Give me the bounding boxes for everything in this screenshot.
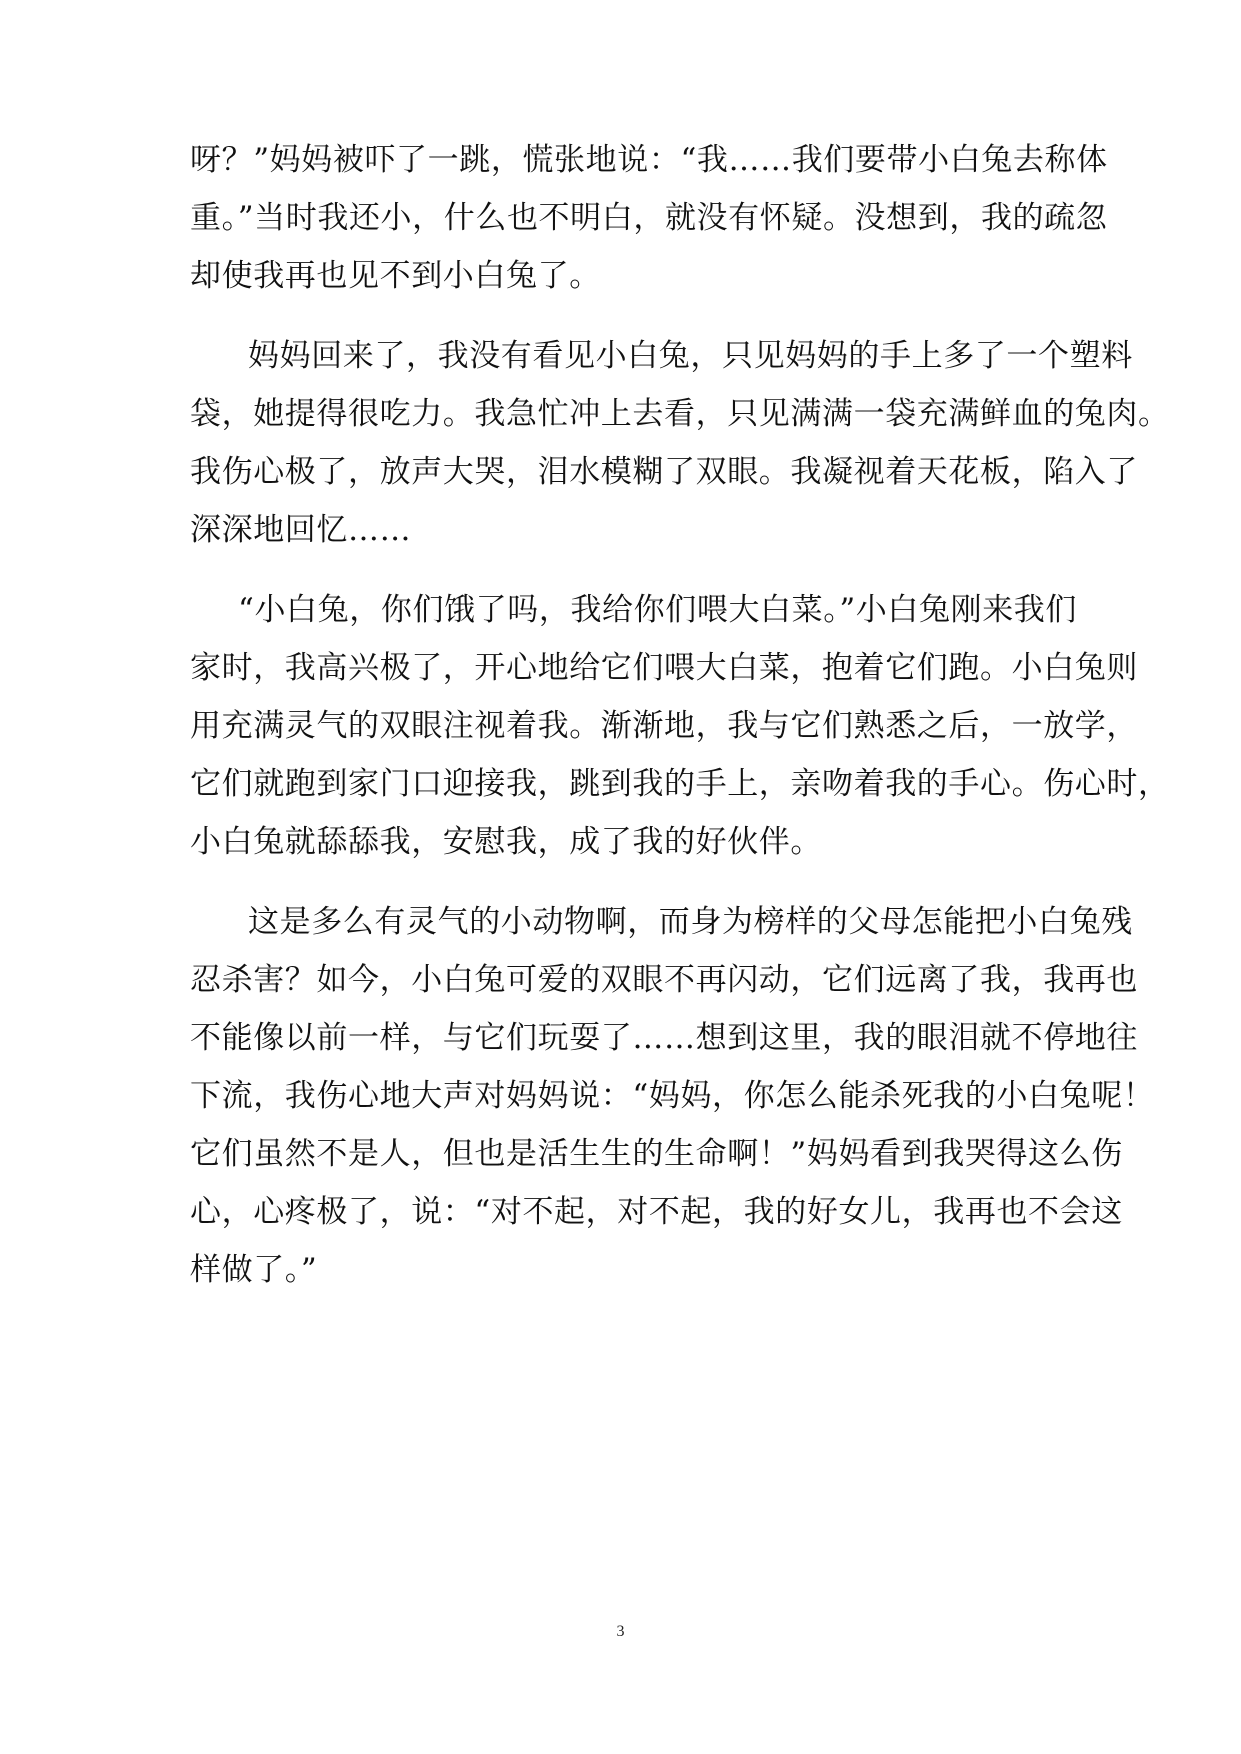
text-line: “小白兔，你们饿了吗，我给你们喂大白菜。”小白兔刚来我们	[238, 592, 1077, 628]
text-line: 妈妈回来了，我没有看见小白兔，只见妈妈的手上多了一个塑料	[248, 338, 1133, 374]
text-line: 小白兔就舔舔我，安慰我，成了我的好伙伴。	[190, 824, 822, 860]
text-line: 家时，我高兴极了，开心地给它们喂大白菜，抱着它们跑。小白兔则	[190, 650, 1138, 686]
text-line: 深深地回忆……	[190, 512, 412, 548]
page-number: 3	[616, 1623, 625, 1640]
text-line: 忍杀害？如今，小白兔可爱的双眼不再闪动，它们远离了我，我再也	[190, 962, 1138, 998]
text-line: 却使我再也见不到小白兔了。	[190, 258, 601, 294]
text-line: 我伤心极了，放声大哭，泪水模糊了双眼。我凝视着天花板，陷入了	[190, 454, 1138, 490]
text-line: 它们虽然不是人，但也是活生生的生命啊！”妈妈看到我哭得这么伤	[190, 1136, 1123, 1172]
text-line: 呀？”妈妈被吓了一跳，慌张地说：“我……我们要带小白兔去称体	[190, 142, 1108, 178]
text-line: 不能像以前一样，与它们玩耍了……想到这里，我的眼泪就不停地往	[190, 1020, 1138, 1056]
text-line: 用充满灵气的双眼注视着我。渐渐地，我与它们熟悉之后，一放学，	[190, 708, 1138, 744]
text-line: 重。”当时我还小，什么也不明白，就没有怀疑。没想到，我的疏忽	[190, 200, 1108, 236]
text-line: 袋，她提得很吃力。我急忙冲上去看，只见满满一袋充满鲜血的兔肉。	[190, 396, 1170, 432]
text-line: 它们就跑到家门口迎接我，跳到我的手上，亲吻着我的手心。伤心时，	[190, 766, 1170, 802]
text-line: 这是多么有灵气的小动物啊，而身为榜样的父母怎能把小白兔残	[248, 904, 1133, 940]
text-line: 下流，我伤心地大声对妈妈说：“妈妈，你怎么能杀死我的小白兔呢！	[190, 1078, 1155, 1114]
text-line: 样做了。”	[190, 1252, 318, 1288]
text-line: 心，心疼极了，说：“对不起，对不起，我的好女儿，我再也不会这	[190, 1194, 1123, 1230]
